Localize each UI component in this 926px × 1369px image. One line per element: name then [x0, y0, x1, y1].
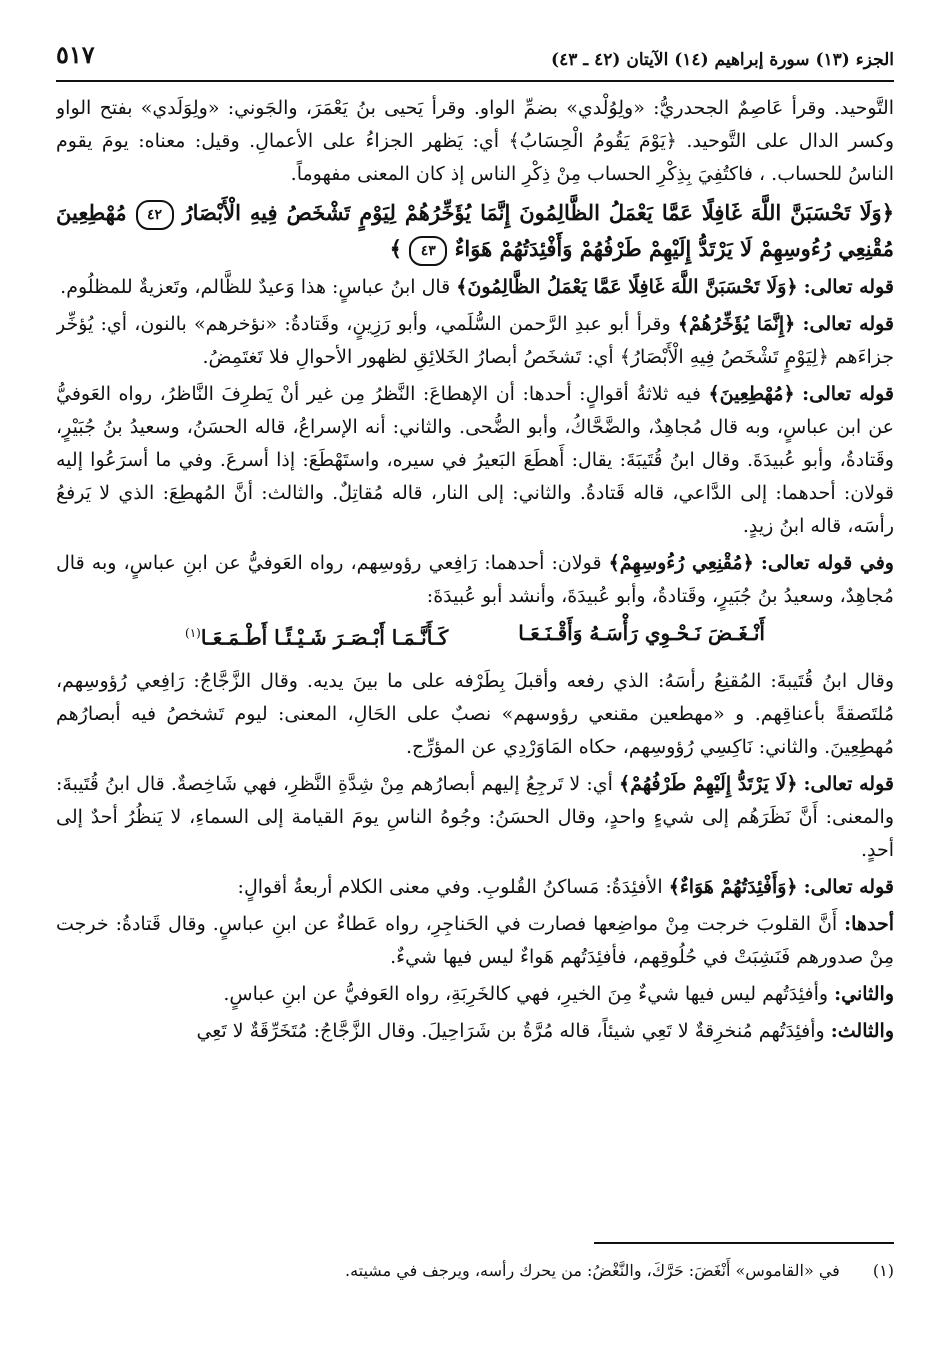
paragraph [56, 378, 894, 543]
page-body [56, 92, 894, 1222]
ayah-number-badge: ٤٢ [136, 200, 174, 230]
footnote-reference: (١) [185, 626, 201, 640]
paragraph-lead: قوله تعالى: [802, 383, 894, 405]
paragraph-text: وأفئِدَتُهم مُنخرِقةٌ لا تَعِي شيئاً، قاله مُرَّةُ بن شَرَاحِيلَ. وقال الزَّجَّاجُ: مُتَخَرِّقَةٌ لا تَعِي [196, 1019, 825, 1042]
paragraph-text: الأفئِدَةُ: مَساكنُ القُلوبِ. وفي معنى الكلام أربعةُ أقوالٍ: [237, 875, 663, 898]
paragraph [56, 271, 894, 304]
quran-quote: ﴿وَلَا تَحْسَبَنَّ اللَّهَ غَافِلًا عَمَّا يَعْمَلُ الظَّالِمُونَ﴾ [456, 276, 798, 298]
paragraph-text: أي: لا تَرجِعُ إليهم أبصارُهم مِنْ شِدَّةِ النَّظرِ، فهي شَاخِصةٌ. قال ابنُ قُتَيبةَ: والمعنى: أَنَّ نَظَرَهُم إلى شيءٍ واحدٍ، وقال الحسَنُ: وجُوهُ الناسِ يومَ القيامة إلى السماءِ، لا يَنظُرُ أحدٌ إلى أحدٍ. [56, 772, 894, 861]
paragraph-text: فيه ثلاثةُ أقوالٍ: أحدها: أن الإهطاعَ: النَّظرُ مِن غير أنْ يَطرِفَ النَّاظرُ، رواه العَوفيُّ عن ابن عباسٍ، وبه قال مُجاهِدٌ، والضَّحَّاكُ، وأبو الضُّحى. والثاني: أنه الإسراعُ، قاله الحسَنُ، وسعيدُ بنُ جُبَيْرٍ، وقَتادةُ، وأبو عُبيدَةَ. وقال ابنُ قُتَيبَةَ: يقال: أَهطَعَ البَعيرُ في سيره، واستَهْطَعَ: إذا أسرعَ. وفي ما أسرَعُوا إليه قولان: أحدهما: إلى الدَّاعي، قاله قَتادةُ. والثاني: إلى النار، قاله مُقاتِلٌ. والثالث: أنَّ المُهطِعَ: الذي لا يَرفعُ رأسَه، قاله ابنُ زيدٍ. [56, 383, 894, 537]
poem-hemistich-first: أَنْـغَـضَ نَـحْـوِي رَأْسَـهُ وَأَقْـنَـعَـا [518, 621, 765, 645]
paragraph [56, 908, 894, 974]
paragraph [56, 547, 894, 613]
paragraph-text: وقرأ أبو عبدِ الرَّحمن السُّلَمي، وأبو رَزِينٍ، وقَتادةُ: «نؤخرهم» بالنون، أي: يُؤخِّر جزاءَهم ﴿لِيَوْمٍ تَشْخَصُ فِيهِ الْأَبْصَارُ﴾ أي: تَشخَصُ أبصارُ الخَلائِقِ لظهور الأحوالِ فلا تَغتَمِضُ. [56, 313, 894, 368]
paragraph-lead: قوله تعالى: [803, 276, 894, 298]
verse-close: ﴾ [389, 236, 402, 261]
header-rule [56, 80, 894, 82]
paragraph-text: أَنَّ القلوبَ خرجت مِنْ مواضِعها فصارت في الحَناجِرِ، رواه عَطاءٌ عن ابنِ عباسٍ. وقال قَتادةُ: خرجت مِنْ صدورهم فَنَشِبَتْ في حُلُوقِهم، فأفئِدَتُهم هَواءٌ ليس فيها شيءٌ. [56, 912, 894, 968]
paragraph-lead: والثاني: [834, 982, 894, 1005]
footnote-text: في «القاموس» أَنْغَضَ: حَرَّكَ، والنَّغْضُ: من يحرك رأسه، ويرجف في مشيته. [344, 1261, 840, 1280]
ayah-number-badge: ٤٣ [409, 236, 447, 266]
poem-hemistich-second [185, 617, 448, 655]
page-header [56, 34, 894, 76]
paragraph [56, 768, 894, 867]
paragraph-text: قال ابنُ عباسٍ: هذا وَعيدٌ للظَّالم، وتَعزيةٌ للمظلُوم. [60, 276, 451, 298]
paragraph [56, 308, 894, 374]
paragraph-lead: وفي قوله تعالى: [760, 552, 894, 574]
verse-text: مُهْطِعِينَ مُقْنِعِي رُءُوسِهِمْ لَا يَرْتَدُّ إِلَيْهِمْ طَرْفُهُمْ وَأَفْئِدَتُهُمْ هَوَاءٌ [56, 200, 894, 261]
footnote-marker: (١) [872, 1261, 894, 1280]
paragraph-lead: قوله تعالى: [803, 772, 894, 795]
paragraph-text: قولان: أحدهما: رَافِعي رؤوسِهم، رواه العَوفيُّ عن ابنِ عباسٍ، وبه قال مُجاهِدٌ، وسعيدُ بنُ جُبَيرٍ، وقَتادةُ، وأبو عُبيدَةَ، وأنشد أبو عُبيدَةَ: [56, 552, 894, 607]
paragraph [56, 978, 894, 1011]
footnote-rule [594, 1242, 894, 1244]
page-number: ٥١٧ [56, 40, 95, 69]
running-head: الجزء (١٣) سورة إبراهيم (١٤) الآيتان (٤٢ ـ ٤٣) [551, 50, 894, 70]
quran-quote: ﴿مُقْنِعِي رُءُوسِهِمْ﴾ [608, 552, 754, 574]
verse-block [56, 195, 894, 267]
paragraph-lead: والثالث: [830, 1019, 894, 1042]
paragraph-text: وأفئِدَتُهم ليس فيها شيءٌ مِنَ الخيرِ، فهي كالخَرِبَةِ، رواه العَوفيُّ عن ابنِ عباسٍ. [223, 982, 829, 1005]
verse-text: ﴿وَلَا تَحْسَبَنَّ اللَّهَ غَافِلًا عَمَّا يَعْمَلُ الظَّالِمُونَ إِنَّمَا يُؤَخِّرُهُمْ لِيَوْمٍ تَشْخَصُ فِيهِ الْأَبْصَارُ [182, 200, 894, 225]
quran-quote: ﴿لَا يَرْتَدُّ إِلَيْهِمْ طَرْفُهُمْ﴾ [619, 772, 798, 795]
paragraph-lead: أحدها: [844, 912, 894, 935]
paragraph: وقال ابنُ قُتَيبةَ: المُقنِعُ رأسَهُ: الذي رفعه وأقبلَ بِطَرْفه على ما بينَ يديه. وقال الزَّجَّاجُ: رَافِعي رُؤوسِهم، مُلتَصقةً بأعناقِهم. و «مهطعين مقنعي رؤوسهم» نصبٌ على الحَالِ، المعنى: ليوم تَشخصُ فيه أبصارُهم مُهطِعِينَ. والثاني: نَاكِسِي رُؤوسِهم، حكاه المَاوَرْدِي عن المؤرِّج. [56, 669, 894, 758]
paragraph: التَّوحيد. وقرأ عَاصِمٌ الجحدريُّ: «ولِوُلْدي» بضمِّ الواو. وقرأ يَحيى بنُ يَعْمَرَ، والجَوني: «ولِوَلَدي» بفتح الواو وكسر الدال على التَّوحيد. ﴿يَوْمَ يَقُومُ الْحِسَابُ﴾ أي: يَظهر الجزاءُ على الأعمالِ. وقيل: معناه: يومَ يقوم الناسُ للحساب. ، فاكتُفِيَ بِذِكْرِ الحساب مِنْ ذِكْرِ الناس إذ كان المعنى مفهوماً. [56, 97, 894, 185]
footnote [56, 1258, 894, 1284]
poem-hemistich-text: كَـأَنَّـمَـا أَبْـصَـرَ شَـيْـئًـا أَطْـمَـعَـا [200, 625, 449, 650]
paragraph-lead: قوله تعالى: [802, 313, 894, 335]
paragraph-lead: قوله تعالى: [803, 875, 894, 898]
paragraph [56, 871, 894, 904]
paragraph [56, 1015, 894, 1048]
quran-quote: ﴿وَأَفْئِدَتُهُمْ هَوَاءٌ﴾ [668, 875, 798, 898]
quran-quote: ﴿إِنَّمَا يُؤَخِّرُهُمْ﴾ [677, 313, 796, 335]
quran-quote: ﴿مُهْطِعِينَ﴾ [708, 383, 795, 405]
poem-verse [56, 617, 894, 655]
